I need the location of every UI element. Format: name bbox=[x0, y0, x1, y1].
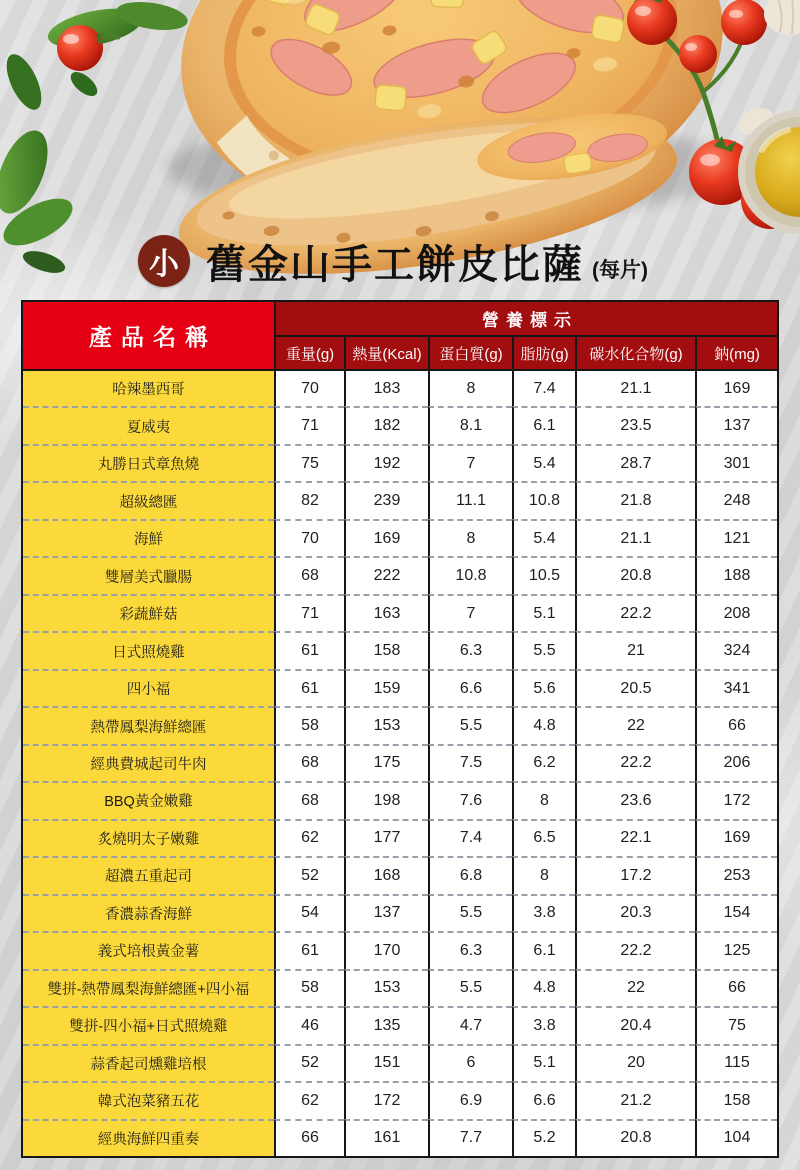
value-cell: 6.9 bbox=[428, 1081, 512, 1118]
size-badge-label: 小 bbox=[149, 248, 179, 281]
value-cell: 7 bbox=[428, 444, 512, 481]
value-cell: 198 bbox=[344, 781, 428, 818]
value-cell: 169 bbox=[344, 519, 428, 556]
value-cell: 125 bbox=[695, 931, 777, 968]
value-cell: 170 bbox=[344, 931, 428, 968]
value-cell: 54 bbox=[274, 894, 344, 931]
product-name-cell: 四小福 bbox=[23, 669, 274, 706]
value-cell: 183 bbox=[344, 369, 428, 406]
value-cell: 66 bbox=[695, 969, 777, 1006]
product-name-cell: 經典海鮮四重奏 bbox=[23, 1119, 274, 1156]
value-cell: 5.4 bbox=[512, 444, 575, 481]
value-cell: 7.4 bbox=[428, 819, 512, 856]
value-cell: 68 bbox=[274, 781, 344, 818]
value-cell: 6.1 bbox=[512, 931, 575, 968]
value-cell: 341 bbox=[695, 669, 777, 706]
product-name-cell: 雙層美式臘腸 bbox=[23, 556, 274, 593]
value-cell: 137 bbox=[695, 406, 777, 443]
value-cell: 21.1 bbox=[575, 369, 695, 406]
column-header-protein: 蛋白質(g) bbox=[428, 337, 512, 369]
value-cell: 82 bbox=[274, 481, 344, 518]
value-cell: 172 bbox=[344, 1081, 428, 1118]
value-cell: 71 bbox=[274, 594, 344, 631]
value-cell: 115 bbox=[695, 1044, 777, 1081]
product-name-cell: 韓式泡菜豬五花 bbox=[23, 1081, 274, 1118]
value-cell: 7 bbox=[428, 594, 512, 631]
value-cell: 159 bbox=[344, 669, 428, 706]
garlic-icon bbox=[764, 0, 800, 35]
value-cell: 169 bbox=[695, 369, 777, 406]
product-name-cell: 超級總匯 bbox=[23, 481, 274, 518]
value-cell: 62 bbox=[274, 1081, 344, 1118]
value-cell: 253 bbox=[695, 856, 777, 893]
value-cell: 153 bbox=[344, 969, 428, 1006]
value-cell: 20.8 bbox=[575, 556, 695, 593]
value-cell: 6.1 bbox=[512, 406, 575, 443]
value-cell: 28.7 bbox=[575, 444, 695, 481]
value-cell: 6.8 bbox=[428, 856, 512, 893]
value-cell: 61 bbox=[274, 631, 344, 668]
value-cell: 61 bbox=[274, 669, 344, 706]
product-name-cell: 雙拼-四小福+日式照燒雞 bbox=[23, 1006, 274, 1043]
column-header-carbs: 碳水化合物(g) bbox=[575, 337, 695, 369]
value-cell: 324 bbox=[695, 631, 777, 668]
value-cell: 6 bbox=[428, 1044, 512, 1081]
value-cell: 7.4 bbox=[512, 369, 575, 406]
value-cell: 58 bbox=[274, 706, 344, 743]
value-cell: 66 bbox=[695, 706, 777, 743]
value-cell: 3.8 bbox=[512, 894, 575, 931]
value-cell: 137 bbox=[344, 894, 428, 931]
value-cell: 5.1 bbox=[512, 1044, 575, 1081]
value-cell: 135 bbox=[344, 1006, 428, 1043]
nutrition-table bbox=[21, 300, 779, 1158]
value-cell: 188 bbox=[695, 556, 777, 593]
value-cell: 161 bbox=[344, 1119, 428, 1156]
value-cell: 20.3 bbox=[575, 894, 695, 931]
value-cell: 104 bbox=[695, 1119, 777, 1156]
value-cell: 206 bbox=[695, 744, 777, 781]
value-cell: 208 bbox=[695, 594, 777, 631]
value-cell: 3.8 bbox=[512, 1006, 575, 1043]
value-cell: 11.1 bbox=[428, 481, 512, 518]
value-cell: 239 bbox=[344, 481, 428, 518]
value-cell: 6.3 bbox=[428, 631, 512, 668]
value-cell: 7.7 bbox=[428, 1119, 512, 1156]
value-cell: 121 bbox=[695, 519, 777, 556]
title-bar bbox=[138, 230, 648, 292]
page-title: 舊金山手工餅皮比薩 bbox=[206, 242, 584, 287]
product-name-cell: 哈辣墨西哥 bbox=[23, 369, 274, 406]
product-name-cell: 炙燒明太子嫩雞 bbox=[23, 819, 274, 856]
value-cell: 17.2 bbox=[575, 856, 695, 893]
value-cell: 21.1 bbox=[575, 519, 695, 556]
value-cell: 168 bbox=[344, 856, 428, 893]
value-cell: 158 bbox=[695, 1081, 777, 1118]
value-cell: 4.8 bbox=[512, 969, 575, 1006]
size-badge bbox=[138, 235, 190, 287]
value-cell: 20 bbox=[575, 1044, 695, 1081]
product-name-cell: 熱帶鳳梨海鮮總匯 bbox=[23, 706, 274, 743]
value-cell: 22.2 bbox=[575, 744, 695, 781]
value-cell: 22 bbox=[575, 706, 695, 743]
column-header-calories: 熱量(Kcal) bbox=[344, 337, 428, 369]
value-cell: 5.2 bbox=[512, 1119, 575, 1156]
value-cell: 6.5 bbox=[512, 819, 575, 856]
value-cell: 5.5 bbox=[428, 894, 512, 931]
value-cell: 58 bbox=[274, 969, 344, 1006]
value-cell: 169 bbox=[695, 819, 777, 856]
value-cell: 21.2 bbox=[575, 1081, 695, 1118]
value-cell: 151 bbox=[344, 1044, 428, 1081]
value-cell: 66 bbox=[274, 1119, 344, 1156]
value-cell: 8 bbox=[512, 781, 575, 818]
value-cell: 71 bbox=[274, 406, 344, 443]
value-cell: 46 bbox=[274, 1006, 344, 1043]
value-cell: 5.4 bbox=[512, 519, 575, 556]
value-cell: 5.5 bbox=[428, 706, 512, 743]
product-name-cell: 香濃蒜香海鮮 bbox=[23, 894, 274, 931]
value-cell: 6.6 bbox=[512, 1081, 575, 1118]
page-title-suffix: (每片) bbox=[592, 259, 648, 282]
column-header-weight: 重量(g) bbox=[274, 337, 344, 369]
value-cell: 75 bbox=[695, 1006, 777, 1043]
product-name-header: 產品名稱 bbox=[23, 302, 274, 369]
value-cell: 182 bbox=[344, 406, 428, 443]
value-cell: 23.5 bbox=[575, 406, 695, 443]
value-cell: 70 bbox=[274, 519, 344, 556]
value-cell: 7.6 bbox=[428, 781, 512, 818]
value-cell: 52 bbox=[274, 1044, 344, 1081]
value-cell: 10.8 bbox=[512, 481, 575, 518]
value-cell: 22.2 bbox=[575, 594, 695, 631]
value-cell: 175 bbox=[344, 744, 428, 781]
value-cell: 21.8 bbox=[575, 481, 695, 518]
product-name-cell: 蒜香起司燻雞培根 bbox=[23, 1044, 274, 1081]
value-cell: 22.2 bbox=[575, 931, 695, 968]
value-cell: 22 bbox=[575, 969, 695, 1006]
value-cell: 52 bbox=[274, 856, 344, 893]
value-cell: 62 bbox=[274, 819, 344, 856]
value-cell: 21 bbox=[575, 631, 695, 668]
product-name-cell: BBQ黃金嫩雞 bbox=[23, 781, 274, 818]
value-cell: 7.5 bbox=[428, 744, 512, 781]
value-cell: 8 bbox=[428, 519, 512, 556]
value-cell: 68 bbox=[274, 744, 344, 781]
value-cell: 5.5 bbox=[428, 969, 512, 1006]
value-cell: 5.5 bbox=[512, 631, 575, 668]
value-cell: 177 bbox=[344, 819, 428, 856]
column-header-sodium: 鈉(mg) bbox=[695, 337, 777, 369]
value-cell: 22.1 bbox=[575, 819, 695, 856]
value-cell: 75 bbox=[274, 444, 344, 481]
value-cell: 20.5 bbox=[575, 669, 695, 706]
value-cell: 222 bbox=[344, 556, 428, 593]
value-cell: 192 bbox=[344, 444, 428, 481]
value-cell: 172 bbox=[695, 781, 777, 818]
column-header-fat: 脂肪(g) bbox=[512, 337, 575, 369]
value-cell: 5.1 bbox=[512, 594, 575, 631]
product-name-cell: 日式照燒雞 bbox=[23, 631, 274, 668]
value-cell: 154 bbox=[695, 894, 777, 931]
value-cell: 8 bbox=[512, 856, 575, 893]
value-cell: 10.8 bbox=[428, 556, 512, 593]
value-cell: 6.2 bbox=[512, 744, 575, 781]
value-cell: 20.8 bbox=[575, 1119, 695, 1156]
product-name-cell: 雙拼-熱帶鳳梨海鮮總匯+四小福 bbox=[23, 969, 274, 1006]
value-cell: 153 bbox=[344, 706, 428, 743]
value-cell: 23.6 bbox=[575, 781, 695, 818]
value-cell: 158 bbox=[344, 631, 428, 668]
nutrition-label-header: 營養標示 bbox=[274, 302, 777, 337]
value-cell: 6.6 bbox=[428, 669, 512, 706]
value-cell: 4.7 bbox=[428, 1006, 512, 1043]
product-name-cell: 義式培根黃金薯 bbox=[23, 931, 274, 968]
value-cell: 5.6 bbox=[512, 669, 575, 706]
product-name-cell: 丸勝日式章魚燒 bbox=[23, 444, 274, 481]
value-cell: 163 bbox=[344, 594, 428, 631]
product-name-cell: 經典費城起司牛肉 bbox=[23, 744, 274, 781]
value-cell: 6.3 bbox=[428, 931, 512, 968]
product-name-cell: 海鮮 bbox=[23, 519, 274, 556]
value-cell: 70 bbox=[274, 369, 344, 406]
value-cell: 301 bbox=[695, 444, 777, 481]
value-cell: 20.4 bbox=[575, 1006, 695, 1043]
value-cell: 8 bbox=[428, 369, 512, 406]
product-name-cell: 彩蔬鮮菇 bbox=[23, 594, 274, 631]
value-cell: 68 bbox=[274, 556, 344, 593]
product-name-cell: 超濃五重起司 bbox=[23, 856, 274, 893]
value-cell: 8.1 bbox=[428, 406, 512, 443]
value-cell: 61 bbox=[274, 931, 344, 968]
value-cell: 10.5 bbox=[512, 556, 575, 593]
value-cell: 248 bbox=[695, 481, 777, 518]
value-cell: 4.8 bbox=[512, 706, 575, 743]
product-name-cell: 夏威夷 bbox=[23, 406, 274, 443]
